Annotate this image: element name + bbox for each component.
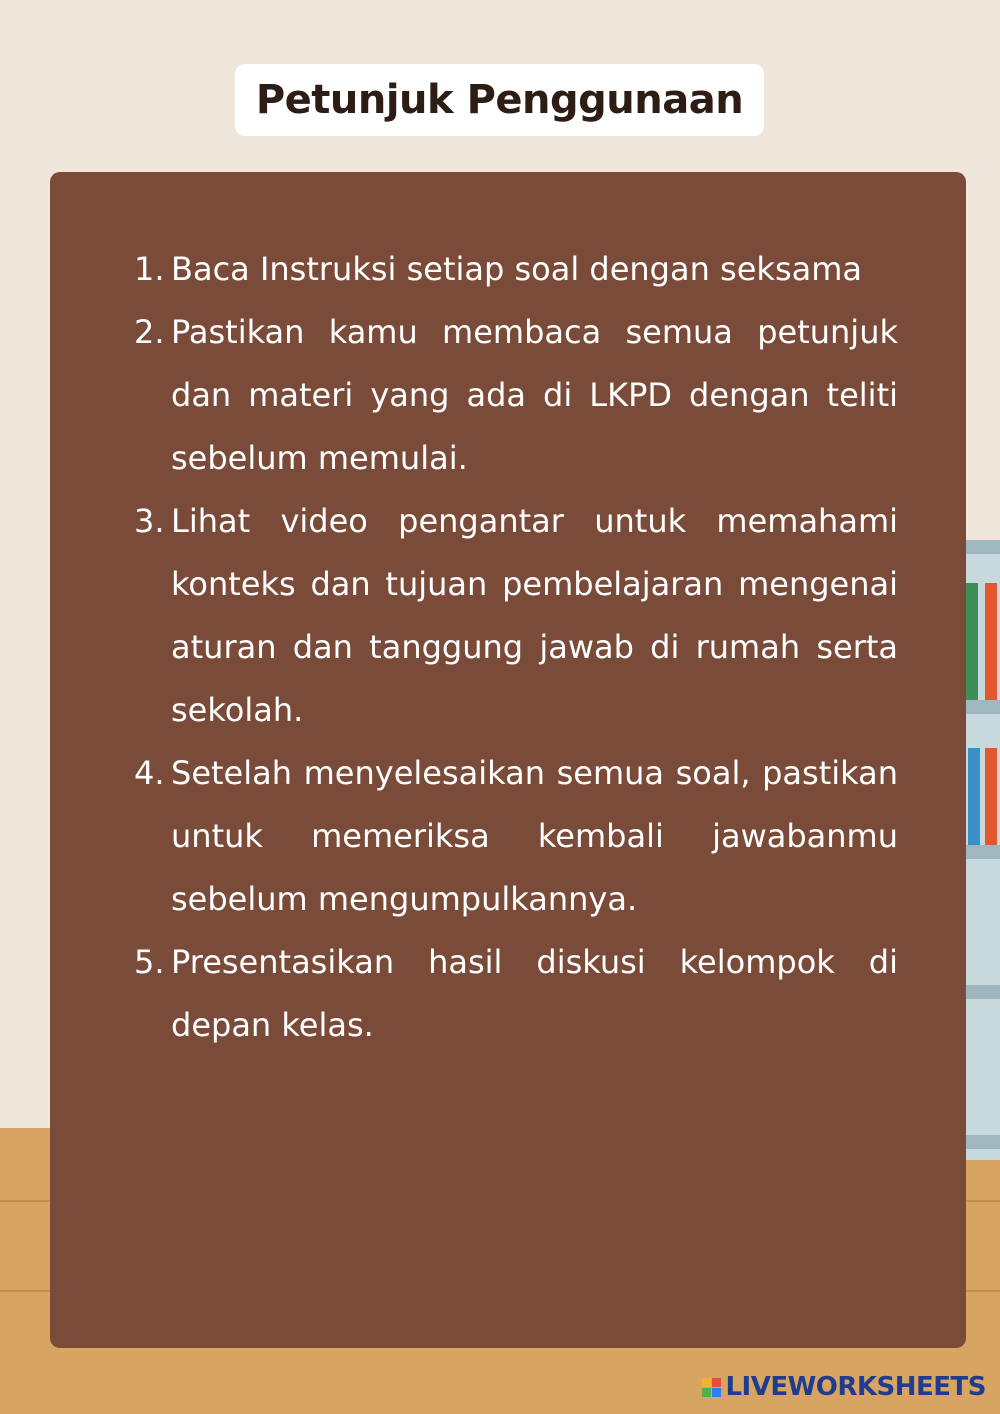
instruction-text: Presentasikan hasil diskusi kelompok di depan kelas. [171,943,898,1044]
page-title: Petunjuk Penggunaan [255,77,744,123]
watermark-text: LIVEWORKSHEETS [725,1372,986,1402]
instruction-number: 2. [134,313,165,351]
instruction-item [120,301,898,490]
instruction-number: 4. [134,754,165,792]
liveworksheets-logo-icon [702,1378,721,1397]
instruction-text: Baca Instruksi setiap soal dengan seksama [171,250,862,288]
instruction-text: Pastikan kamu membaca semua petunjuk dan materi yang ada di LKPD dengan teliti sebelum memulai. [171,313,898,477]
shelf-board [962,845,1000,859]
instruction-number: 3. [134,502,165,540]
shelf-board [962,985,1000,999]
title-banner [235,64,764,136]
instruction-text: Setelah menyelesaikan semua soal, pastikan untuk memeriksa kembali jawabanmu sebelum mengumpulkannya. [171,754,898,918]
instruction-item [120,931,898,1057]
instruction-item [120,742,898,931]
instructions-list [120,238,898,1057]
book-decoration [966,583,978,700]
shelf-board [962,1135,1000,1149]
instruction-item [120,238,898,301]
shelf-board [962,700,1000,714]
shelf-board [962,540,1000,554]
book-decoration [985,748,997,845]
book-decoration [985,583,997,700]
instruction-item [120,490,898,742]
liveworksheets-watermark [702,1372,986,1402]
instruction-number: 1. [134,250,165,288]
instruction-number: 5. [134,943,165,981]
instruction-text: Lihat video pengantar untuk memahami konteks dan tujuan pembelajaran mengenai aturan dan tanggung jawab di rumah serta sekolah. [171,502,898,729]
book-decoration [968,748,980,845]
